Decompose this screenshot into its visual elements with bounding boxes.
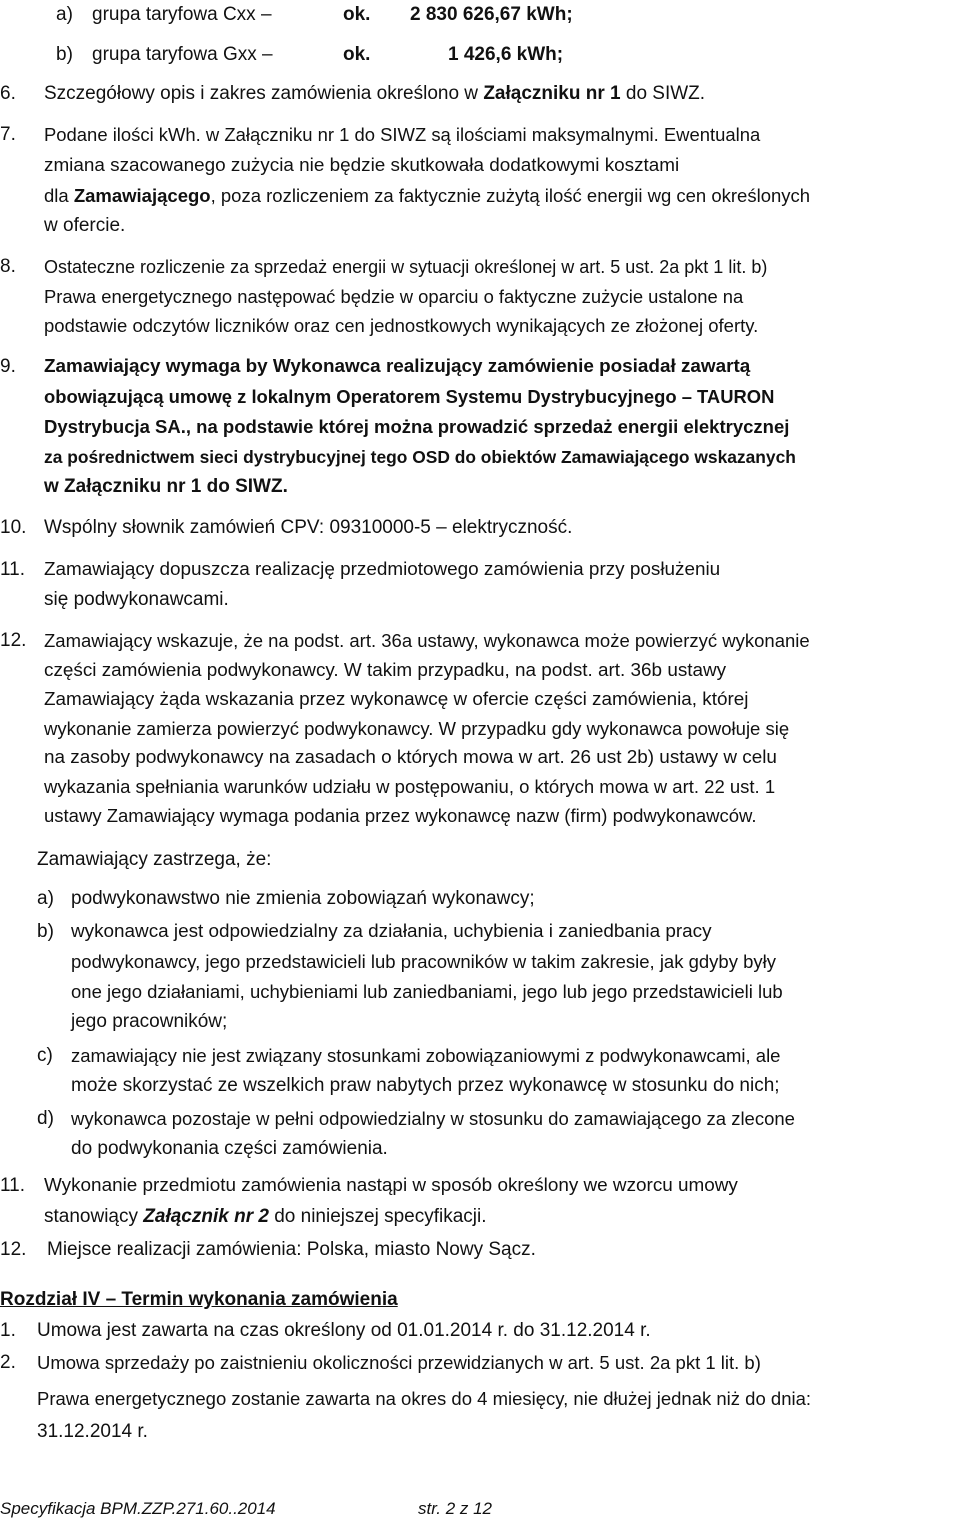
group-a-label: a) <box>56 4 73 25</box>
reserve-c-line2: może skorzystać ze wszelkich praw nabytych przez wykonawcę w stosunku do nich; <box>71 1075 780 1096</box>
group-a-ok: ok. <box>343 4 371 25</box>
group-b-value: 1 426,6 kWh; <box>448 44 564 65</box>
item-10-number: 10. <box>0 517 27 538</box>
item-11b-line1: Wykonanie przedmiotu zamówienia nastąpi w sposób określony we wzorcu umowy <box>44 1175 738 1196</box>
group-b-text: grupa taryfowa Gxx – <box>92 44 273 65</box>
reserve-b-line3: one jego działaniami, uchybieniami lub zaniedbaniami, jego lub jego przedstawicieli lub <box>71 981 783 1002</box>
item-11b-number: 11. <box>0 1175 26 1196</box>
reserve-c-line1: zamawiający nie jest związany stosunkami zobowiązaniowymi z podwykonawcami, ale <box>71 1045 781 1066</box>
reserve-b-line4: jego pracowników; <box>71 1011 228 1032</box>
item-11-line2: się podwykonawcami. <box>44 589 229 610</box>
item-7-line2: zmiana szacowanego zużycia nie będzie skutkowała dodatkowymi kosztami <box>44 155 680 176</box>
item-6-number: 6. <box>0 83 16 104</box>
item-12-line1: Zamawiający wskazuje, że na podst. art. 36a ustawy, wykonawca może powierzyć wykonanie <box>44 630 810 651</box>
reserve-d-label: d) <box>37 1108 54 1129</box>
item-7-l3c: , poza rozliczeniem za faktycznie zużytą ilość energii wg cen określonych <box>210 185 811 206</box>
item-9-number: 9. <box>0 356 16 377</box>
item-7-line1: Podane ilości kWh. w Załączniku nr 1 do SIWZ są ilościami maksymalnymi. Ewentualna <box>44 124 761 145</box>
reserve-d-line1: wykonawca pozostaje w pełni odpowiedzialny w stosunku do zamawiającego za zlecone <box>71 1108 795 1129</box>
item-7-l3a: dla <box>44 185 74 206</box>
item-12-line3: Zamawiający żąda wskazania przez wykonawcę w ofercie części zamówienia, której <box>44 689 749 710</box>
reserve-c-label: c) <box>37 1045 53 1066</box>
item-8-line3: podstawie odczytów liczników oraz cen jednostkowych wynikających ze złożonej oferty. <box>44 315 759 336</box>
reserve-b-line1: wykonawca jest odpowiedzialny za działania, uchybienia i zaniedbania pracy <box>71 921 712 942</box>
item-9-line1: Zamawiający wymaga by Wykonawca realizujący zamówienie posiadał zawartą <box>44 356 751 377</box>
item-9-line2: obowiązującą umowę z lokalnym Operatorem Systemu Dystrybucyjnego – TAURON <box>44 386 775 407</box>
item-6-attachment: Załączniku nr 1 <box>483 83 621 104</box>
chapter-heading: Rozdział IV – Termin wykonania zamówienia <box>0 1289 398 1310</box>
item-8-line2: Prawa energetycznego następować będzie w oparciu o faktyczne zużycie ustalone na <box>44 286 744 307</box>
chapter-item2-line2: Prawa energetycznego zostanie zawarta na okres do 4 miesięcy, nie dłużej jednak niż do dnia: <box>37 1388 812 1409</box>
footer-page-number: str. 2 z 12 <box>418 1499 493 1518</box>
reserve-b-line2: podwykonawcy, jego przedstawicieli lub pracowników w takim zakresie, jak gdyby były <box>71 951 777 972</box>
chapter-item2-number: 2. <box>0 1352 16 1373</box>
chapter-item2-line1: Umowa sprzedaży po zaistnieniu okoliczności przewidzianych w art. 5 ust. 2a pkt 1 lit. b) <box>37 1352 761 1373</box>
group-a-value: 2 830 626,67 kWh; <box>410 4 573 25</box>
item-12-line7: ustawy Zamawiający wymaga podania przez wykonawcę nazw (firm) podwykonawców. <box>44 805 757 826</box>
item-6-plain: Szczegółowy opis i zakres zamówienia określono w <box>44 83 484 104</box>
item-7-l3-bold: Zamawiającego <box>73 185 211 206</box>
item-6-text <box>44 82 705 106</box>
group-a-text: grupa taryfowa Cxx – <box>92 4 272 25</box>
item-12-number: 12. <box>0 630 27 651</box>
item-12-line6: wykazania spełniania warunków udziału w postępowaniu, o których mowa w art. 22 ust. 1 <box>44 776 776 797</box>
reserve-intro: Zamawiający zastrzega, że: <box>37 849 272 870</box>
footer-spec-id: Specyfikacja BPM.ZZP.271.60..2014 <box>0 1499 276 1518</box>
reserve-d-line2: do podwykonania części zamówienia. <box>71 1138 388 1159</box>
item-8-number: 8. <box>0 256 16 277</box>
reserve-a-text: podwykonawstwo nie zmienia zobowiązań wykonawcy; <box>71 888 535 909</box>
item-9-line4: za pośrednictwem sieci dystrybucyjnej tego OSD do obiektów Zamawiającego wskazanych <box>44 447 796 467</box>
chapter-item1-text: Umowa jest zawarta na czas określony od 01.01.2014 r. do 31.12.2014 r. <box>37 1320 651 1341</box>
item-9-line5: w Załączniku nr 1 do SIWZ. <box>44 476 288 497</box>
item-11b-l2a: stanowiący <box>44 1206 144 1227</box>
item-12b-text: Miejsce realizacji zamówienia: Polska, miasto Nowy Sącz. <box>47 1239 536 1260</box>
item-12-line2: części zamówienia podwykonawcy. W takim przypadku, na podst. art. 36b ustawy <box>44 660 727 681</box>
chapter-item1-number: 1. <box>0 1320 16 1341</box>
item-11b-attachment: Załącznik nr 2 <box>143 1206 269 1227</box>
item-6-tail: do SIWZ. <box>620 83 706 104</box>
item-9-l3b: , na podstawie której można prowadzić sprzedaż energii elektrycznej <box>185 416 790 437</box>
item-8-line1: Ostateczne rozliczenie za sprzedaż energii w sytuacji określonej w art. 5 ust. 2a pkt 1 lit. b) <box>44 257 768 277</box>
item-7-line4: w ofercie. <box>44 215 126 236</box>
item-7-line3 <box>44 184 810 208</box>
item-11b-line2 <box>44 1205 487 1229</box>
reserve-a-label: a) <box>37 888 54 909</box>
item-11b-l2c: do niniejszej specyfikacji. <box>268 1206 487 1227</box>
item-10-text: Wspólny słownik zamówień CPV: 09310000-5 – elektryczność. <box>44 517 573 538</box>
reserve-b-label: b) <box>37 921 54 942</box>
item-7-number: 7. <box>0 124 16 145</box>
group-b-ok: ok. <box>343 44 371 65</box>
item-11-number: 11. <box>0 559 26 580</box>
item-11-line1: Zamawiający dopuszcza realizację przedmiotowego zamówienia przy posłużeniu <box>44 559 721 580</box>
item-12b-number: 12. <box>0 1239 27 1260</box>
item-9-line3 <box>44 415 789 439</box>
item-9-l3a: Dystrybucja SA. <box>44 416 186 437</box>
group-b-label: b) <box>56 44 73 65</box>
chapter-item2-line3: 31.12.2014 r. <box>37 1421 148 1442</box>
item-12-line5: na zasoby podwykonawcy na zasadach o których mowa w art. 26 ust 2b) ustawy w celu <box>44 747 777 768</box>
item-12-line4: wykonanie zamierza powierzyć podwykonawcy. W przypadku gdy wykonawca powołuje się <box>44 718 790 739</box>
